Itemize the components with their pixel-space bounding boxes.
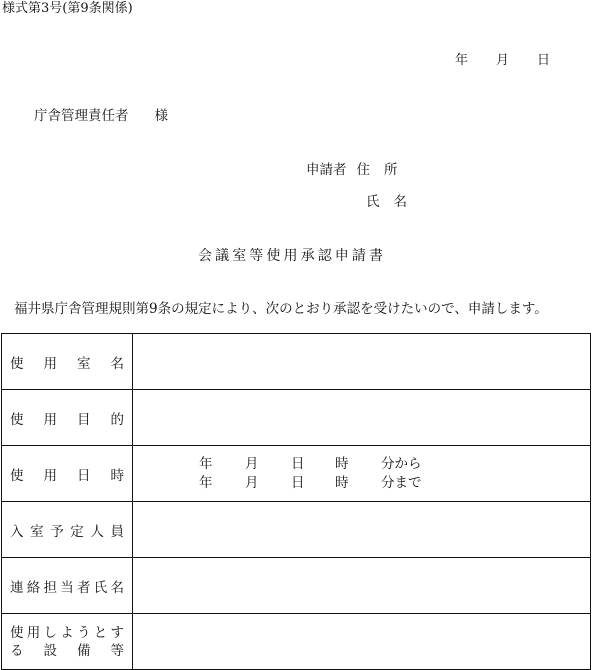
row-label-datetime — [2, 446, 133, 502]
label-char: 日 — [77, 467, 91, 484]
name-char-2: 名 — [393, 194, 407, 210]
label-char: 等 — [110, 642, 124, 659]
row-label-equipment — [2, 614, 133, 670]
from-minute: 分から — [381, 456, 422, 472]
label-char: 用 — [43, 467, 57, 484]
label-char: 用 — [43, 355, 57, 372]
addressee-name: 庁舎管理責任者 — [34, 108, 129, 124]
to-minute: 分まで — [381, 475, 422, 491]
label-char: 的 — [110, 411, 124, 428]
date-day: 日 — [536, 53, 550, 68]
row-label-attendees — [2, 502, 133, 558]
label-char: 員 — [110, 523, 124, 540]
from-hour: 時 — [335, 456, 349, 472]
label-char: 入 — [10, 523, 24, 540]
to-hour: 時 — [335, 475, 349, 491]
label-char: 使 — [10, 624, 24, 641]
from-month: 月 — [245, 456, 259, 472]
table-row — [2, 614, 591, 670]
name-char-1: 氏 — [366, 194, 380, 210]
row-label-contact — [2, 558, 133, 614]
label-char: 用 — [26, 624, 41, 641]
label-char: 絡 — [26, 579, 41, 596]
label-char: 設 — [43, 642, 57, 659]
purpose-field[interactable] — [133, 390, 591, 446]
table-row — [2, 502, 591, 558]
row-label-room-name — [2, 334, 133, 390]
room-name-field[interactable] — [133, 334, 591, 390]
table-row — [2, 334, 591, 390]
contact-field[interactable] — [133, 558, 591, 614]
applicant-block — [306, 162, 407, 210]
time-to-line — [199, 477, 422, 491]
from-day: 日 — [291, 456, 305, 472]
label-char: 名 — [110, 579, 124, 596]
form-number: 様式第3号(第9条関係) — [2, 1, 133, 16]
date-month: 月 — [495, 53, 509, 68]
label-char: 目 — [77, 411, 91, 428]
table-row — [2, 558, 591, 614]
label-char: 者 — [77, 579, 91, 596]
label-char: す — [110, 624, 124, 641]
to-month: 月 — [245, 475, 259, 491]
label-char: と — [93, 624, 108, 641]
label-char: 時 — [110, 467, 124, 484]
equipment-field[interactable] — [133, 614, 591, 670]
label-char: よ — [60, 624, 74, 641]
address-char-1: 住 — [356, 162, 370, 178]
label-char: 使 — [10, 411, 24, 428]
from-year: 年 — [199, 456, 213, 472]
label-char: 担 — [43, 579, 57, 596]
time-from-line — [199, 458, 422, 472]
label-char: う — [77, 624, 91, 641]
table-row — [2, 446, 591, 502]
intro-text: 福井県庁舎管理規則第9条の規定により、次のとおり承認を受けたいので、申請します。 — [14, 301, 548, 317]
label-char: 当 — [60, 579, 74, 596]
label-char: 室 — [77, 355, 91, 372]
label-char: 連 — [10, 579, 24, 596]
to-day: 日 — [291, 475, 305, 491]
date-year: 年 — [454, 53, 468, 68]
address-char-2: 所 — [384, 162, 398, 178]
document-title: 会議室等使用承認申請書 — [198, 248, 387, 264]
applicant-label: 申請者 — [306, 162, 347, 178]
label-char: 人 — [90, 523, 104, 540]
label-char: 室 — [30, 523, 44, 540]
date-line — [455, 54, 550, 67]
label-char: 氏 — [93, 579, 108, 596]
datetime-field[interactable] — [133, 446, 591, 502]
label-char: 用 — [43, 411, 57, 428]
label-char: 使 — [10, 355, 24, 372]
attendees-field[interactable] — [133, 502, 591, 558]
label-char: 使 — [10, 467, 24, 484]
label-char: 名 — [110, 355, 124, 372]
label-char: 予 — [50, 523, 64, 540]
label-char: る — [10, 642, 24, 659]
application-table — [1, 333, 591, 670]
label-char: し — [43, 624, 57, 641]
row-label-purpose — [2, 390, 133, 446]
to-year: 年 — [199, 475, 213, 491]
addressee — [34, 110, 168, 124]
label-char: 備 — [77, 642, 91, 659]
applicant-address-row — [306, 164, 398, 178]
addressee-honorific: 様 — [154, 108, 168, 124]
table-row — [2, 390, 591, 446]
applicant-name-row — [366, 196, 407, 210]
label-char: 定 — [70, 523, 84, 540]
